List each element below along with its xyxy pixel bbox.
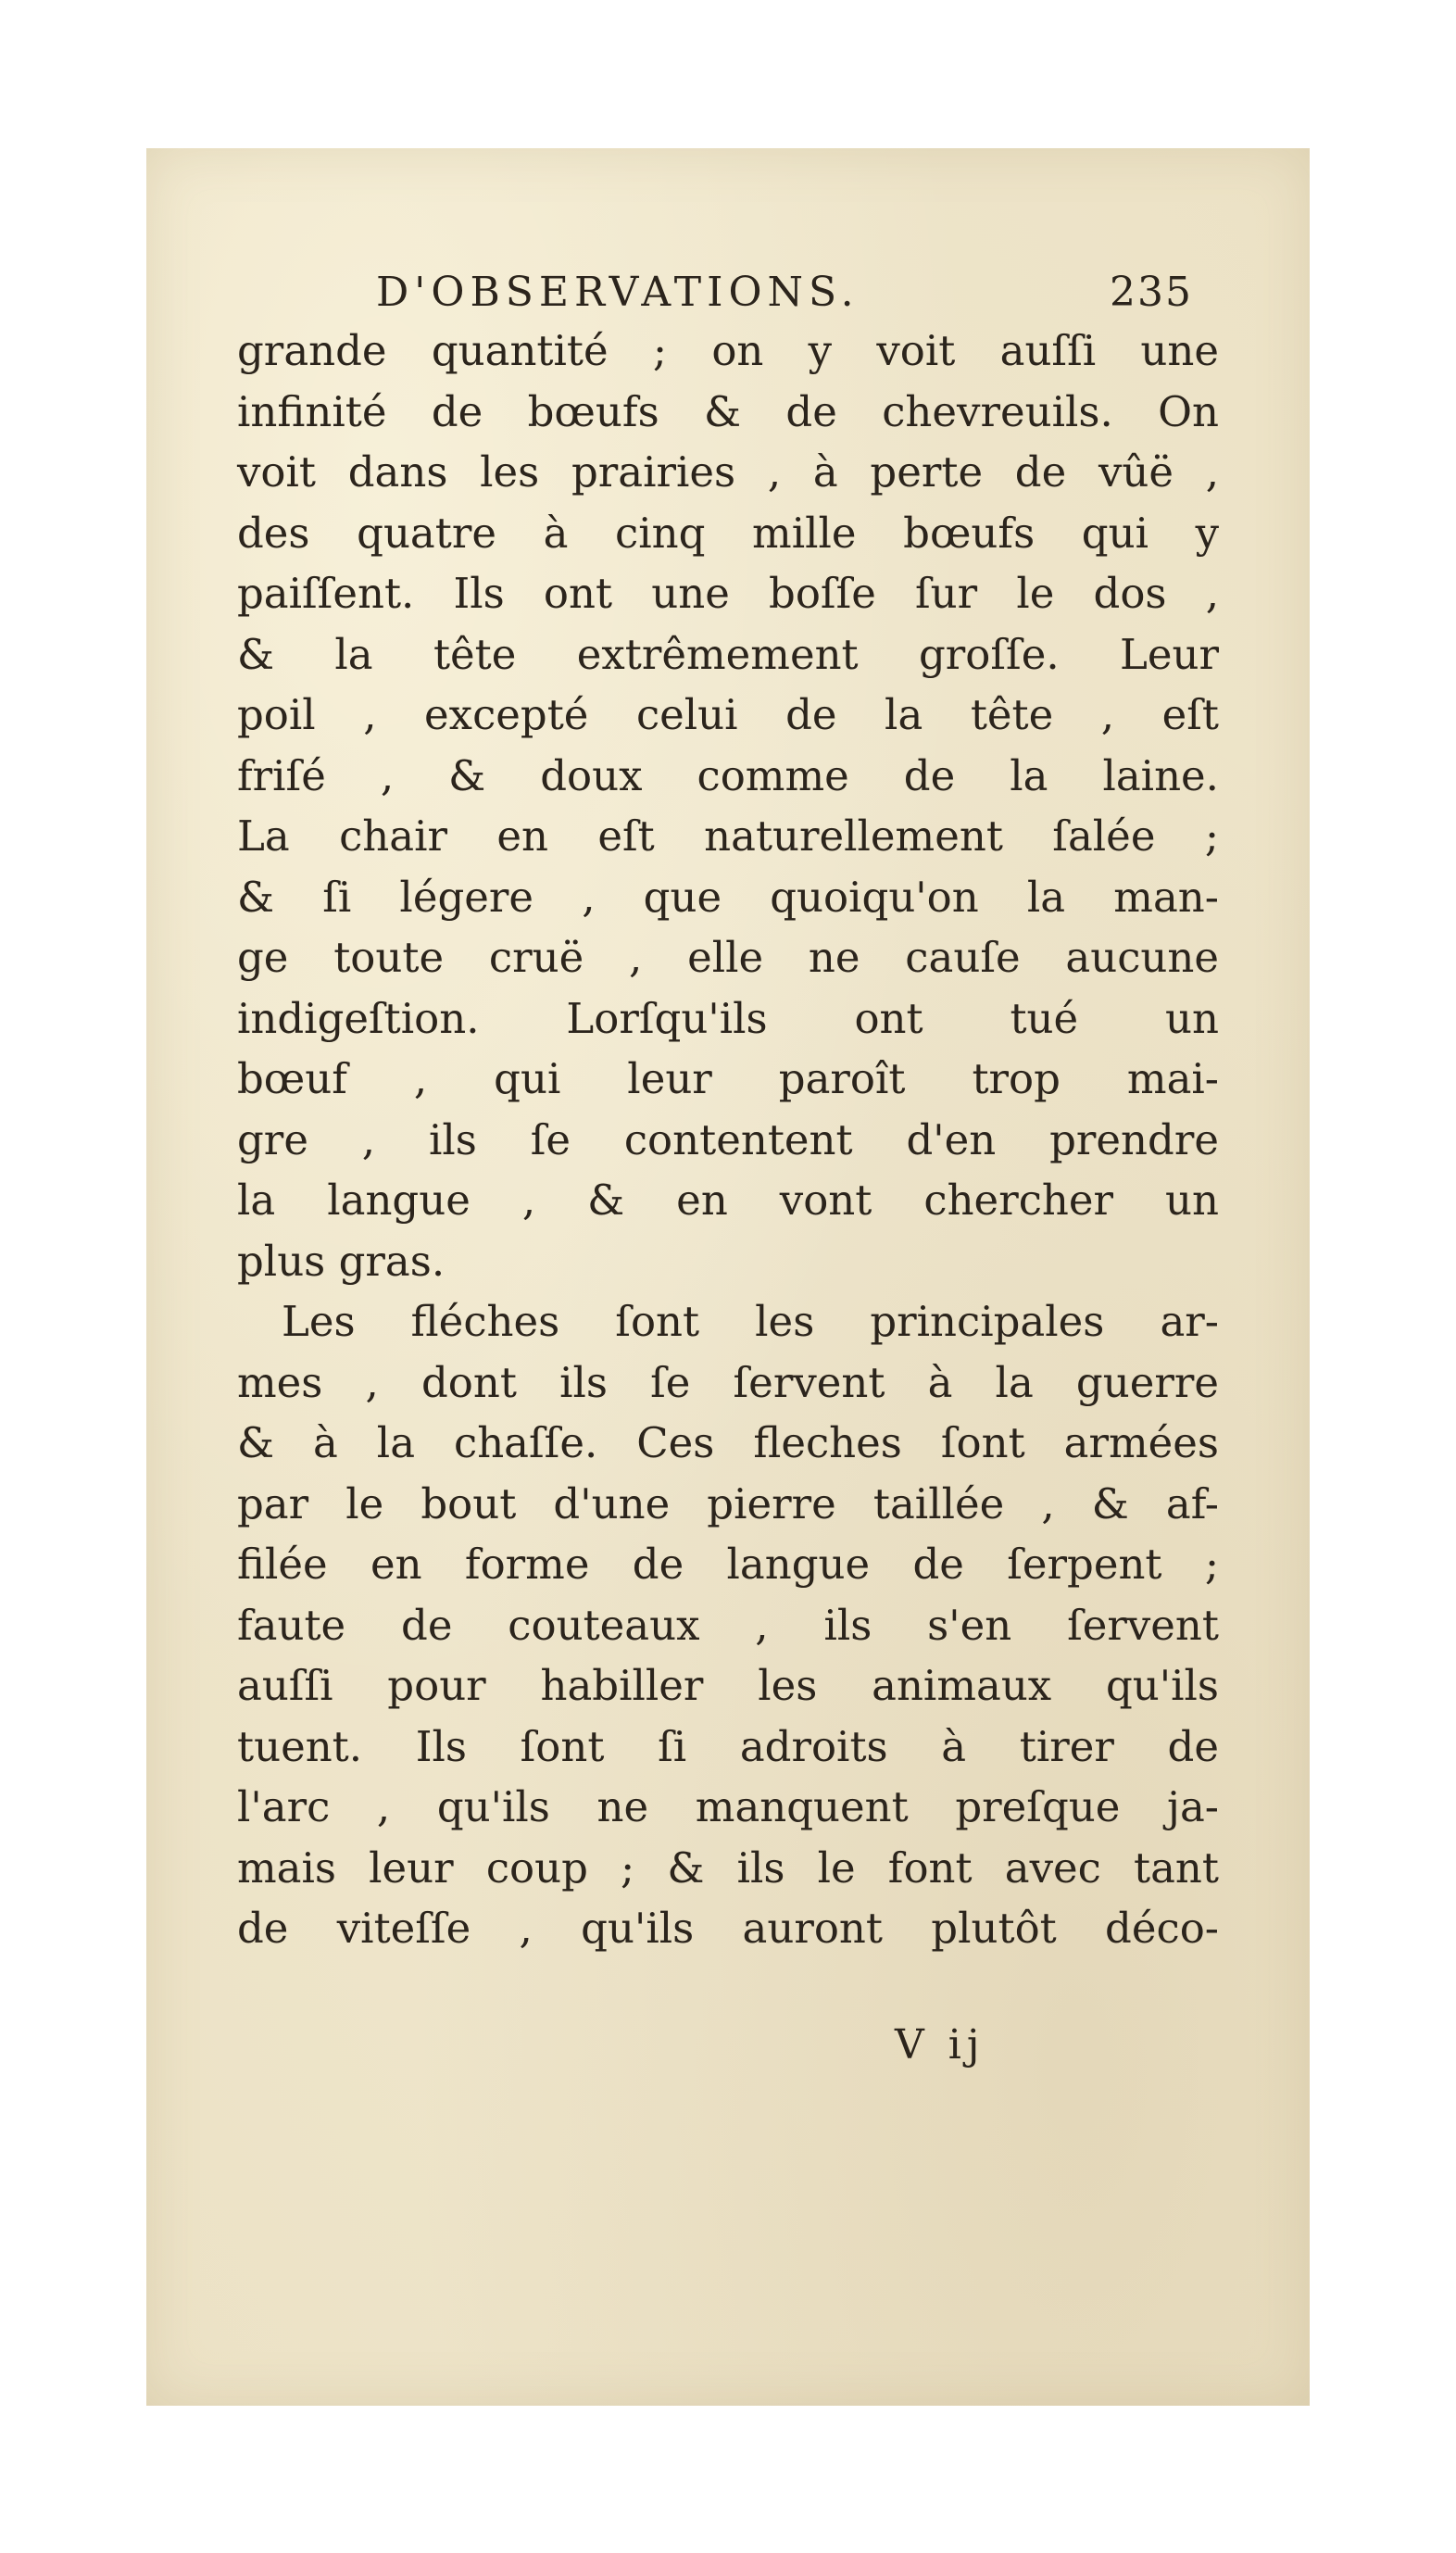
running-head-title: D'OBSERVATIONS. (376, 269, 860, 316)
text-line: voit dans les prairies , à perte de vûë , (237, 447, 1219, 497)
text-line: faute de couteaux , ils s'en ſervent (237, 1600, 1219, 1650)
text-line: mais leur coup ; & ils le font avec tant (237, 1842, 1219, 1893)
page-text-block (237, 261, 1219, 1959)
text-line: bœuf , qui leur paroît trop mai- (237, 1054, 1219, 1103)
running-head (237, 261, 1219, 321)
text-line: paiſſent. Ils ont une boſſe ſur le dos , (237, 569, 1219, 618)
text-line: infinité de bœufs & de chevreuils. On (237, 386, 1219, 436)
text-line: & ſi légere , que quoiqu'on la man- (237, 872, 1219, 922)
text-line: friſé , & doux comme de la laine. (237, 750, 1219, 800)
text-line: la langue , & en vont chercher un (237, 1176, 1219, 1225)
text-line: poil , excepté celui de la tête , eſt (237, 690, 1219, 739)
text-line: auſſi pour habiller les animaux qu'ils (237, 1661, 1219, 1710)
paragraph-start-line: Les fléches ſont les principales ar- (282, 1297, 1219, 1346)
signature-mark: V ij (895, 2021, 985, 2069)
text-line: ge toute cruë , elle ne cauſe aucune (237, 933, 1219, 982)
text-line: indigeſtion. Lorſqu'ils ont tué un (237, 993, 1219, 1043)
text-line: par le bout d'une pierre taillée , & af- (237, 1478, 1219, 1528)
book-page (146, 148, 1310, 2406)
text-line: & la tête extrêmement groſſe. Leur (237, 629, 1219, 679)
text-line: & à la chaſſe. Ces fleches ſont armées (237, 1418, 1219, 1467)
text-line: des quatre à cinq mille bœufs qui y (237, 508, 1219, 558)
paragraph-end-line: plus gras. (237, 1236, 446, 1286)
text-line: La chair en eſt naturellement ſalée ; (237, 811, 1219, 861)
page-number: 235 (1110, 269, 1193, 316)
text-line: l'arc , qu'ils ne manquent preſque ja- (237, 1782, 1219, 1831)
text-line: de viteſſe , qu'ils auront plutôt déco- (237, 1904, 1219, 1953)
text-line: tuent. Ils ſont ſi adroits à tirer de (237, 1721, 1219, 1771)
text-line: mes , dont ils ſe ſervent à la guerre (237, 1357, 1219, 1407)
text-line: filée en forme de langue de ſerpent ; (237, 1540, 1219, 1589)
text-line: grande quantité ; on y voit auſſi une (237, 326, 1219, 375)
text-line: gre , ils ſe contentent d'en prendre (237, 1114, 1219, 1164)
